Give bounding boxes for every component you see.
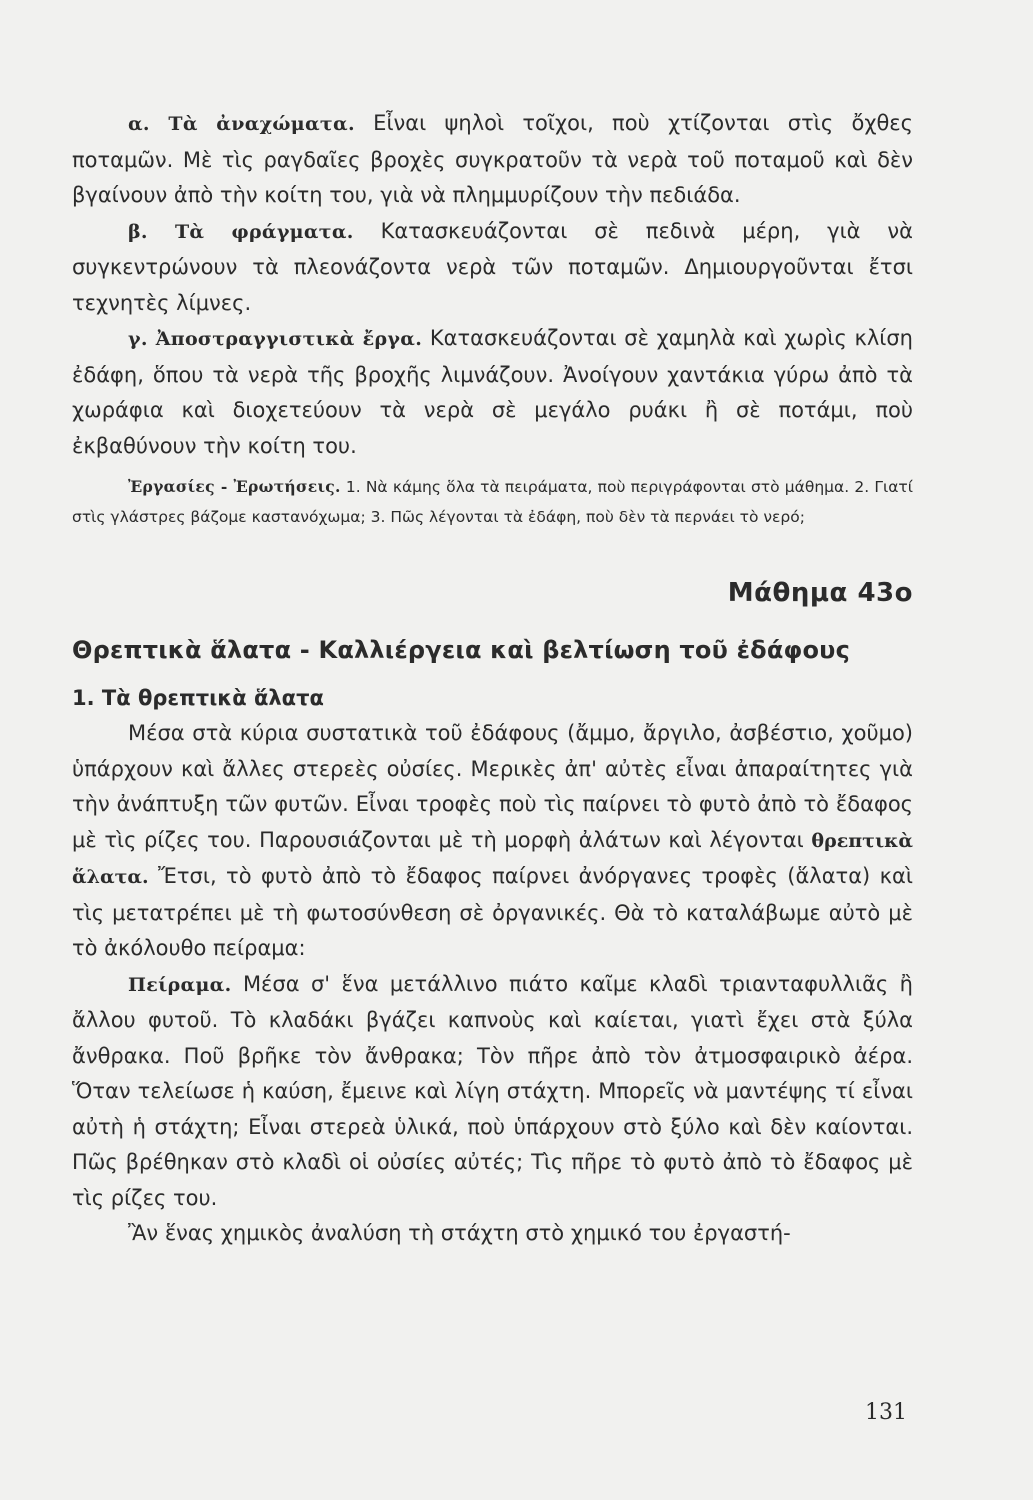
term-dams: β. Τὰ φράγματα. xyxy=(128,220,354,243)
paragraph-embankments xyxy=(72,106,913,214)
exercises-text: 1. Νὰ κάμης ὅλα τὰ πειράματα, ποὺ περιγράφονται στὸ μάθημα. 2. Γιατί στὶς γλάστρες βάζομε καστανόχωμα; 3. Πῶς λέγονται τὰ ἐδάφη, ποὺ δὲν τὰ περνάει τὸ νερό; xyxy=(72,478,913,526)
paragraph-text: Κατασκευάζονται σὲ χαμηλὰ καὶ χωρὶς κλίση ἐδάφη, ὅπου τὰ νερὰ τῆς βροχῆς λιμνάζουν. Ἀνοίγουν χαντάκια γύρω ἀπὸ τὰ χωράφια καὶ διοχετεύουν τὰ νερὰ σὲ μεγάλο ρυάκι ἢ σὲ ποτάμι, ποὺ ἐκβαθύνουν τὴν κοίτη του. xyxy=(72,326,913,458)
paragraph-nutrient-salts xyxy=(72,716,913,967)
term-embankments: α. Τὰ ἀναχώματα. xyxy=(128,113,355,135)
term-experiment: Πείραμα. xyxy=(128,973,232,996)
term-nutrient-salts: θρεπτικὰ ἅλατα. xyxy=(72,829,913,888)
paragraph-text: Ἔτσι, τὸ φυτὸ ἀπὸ τὸ ἔδαφος παίρνει ἀνόργανες τροφὲς (ἅλατα) καὶ τὶς μετατρέπει μὲ τὴ φωτοσύνθεση σὲ ὀργανικές. Θὰ τὸ καταλάβωμε αὐτὸ μὲ τὸ ἀκόλουθο πείραμα: xyxy=(72,864,913,960)
paragraph-experiment xyxy=(72,967,913,1217)
paragraph-text: Μέσα σ' ἕνα μετάλλινο πιάτο καῖμε κλαδὶ τριανταφυλλιᾶς ἢ ἄλλου φυτοῦ. Τὸ κλαδάκι βγάζει καπνοὺς καὶ καίεται, γιατὶ ἔχει στὰ ξύλα ἄνθρακα. Ποῦ βρῆκε τὸν ἄνθρακα; Τὸν πῆρε ἀπὸ τὸν ἀτμοσφαιρικὸ ἀέρα. Ὅταν τελείωσε ἡ καύση, ἔμεινε καὶ λίγη στάχτη. Μπορεῖς νὰ μαντέψης τί εἶναι αὐτὴ ἡ στάχτη; Εἶναι στερεὰ ὑλικά, ποὺ ὑπάρχουν στὸ ξύλο καὶ δὲν καίονται. Πῶς βρέθηκαν στὸ κλαδὶ οἱ οὐσίες αὐτές; Τὶς πῆρε τὸ φυτὸ ἀπὸ τὸ ἔδαφος μὲ τὶς ρίζες του. xyxy=(72,971,913,1210)
term-drainage-works: γ. Ἀποστραγγιστικὰ ἔργα. xyxy=(128,328,423,350)
paragraph-chemist xyxy=(72,1216,913,1252)
paragraph-text: Ἂν ἕνας χημικὸς ἀναλύση τὴ στάχτη στὸ χημικό του ἐργαστή- xyxy=(128,1221,791,1245)
paragraph-text: Μέσα στὰ κύρια συστατικὰ τοῦ ἐδάφους (ἄμμο, ἄργιλο, ἀσβέστιο, χοῦμο) ὑπάρχουν καὶ ἄλλες στερεὲς οὐσίες. Μερικὲς ἀπ' αὐτὲς εἶναι ἀπαραίτητες γιὰ τὴν ἀνάπτυξη τῶν φυτῶν. Εἶναι τροφὲς ποὺ τὶς παίρνει τὸ φυτὸ ἀπὸ τὸ ἔδαφος μὲ τὶς ρίζες του. Παρουσιάζονται μὲ τὴ μορφὴ ἀλάτων καὶ λέγονται xyxy=(72,721,913,852)
exercises-questions xyxy=(72,472,913,532)
paragraph-drainage xyxy=(72,321,913,464)
paragraph-text: Εἶναι ψηλοὶ τοῖχοι, ποὺ χτίζονται στὶς ὄχθες ποταμῶν. Μὲ τὶς ραγδαῖες βροχὲς συγκρατοῦν τὰ νερὰ τοῦ ποταμοῦ καὶ δὲν βγαίνουν ἀπὸ τὴν κοίτη του, γιὰ νὰ πλημμυρίζουν τὴν πεδιάδα. xyxy=(72,111,913,207)
chapter-title: Θρεπτικὰ ἅλατα - Καλλιέργεια καὶ βελτίωση τοῦ ἐδάφους xyxy=(72,636,851,664)
paragraph-text: Κατασκευάζονται σὲ πεδινὰ μέρη, γιὰ νὰ συγκεντρώνουν τὰ πλεονάζοντα νερὰ τῶν ποταμῶν. Δημιουργοῦνται ἔτσι τεχνητὲς λίμνες. xyxy=(72,218,913,315)
page-number: 131 xyxy=(865,1400,907,1425)
lesson-title: Μάθημα 43ο xyxy=(727,578,913,608)
section-title: 1. Τὰ θρεπτικὰ ἅλατα xyxy=(72,686,324,710)
exercises-label: Ἐργασίες - Ἐρωτήσεις. xyxy=(128,477,341,496)
paragraph-dams xyxy=(72,214,913,322)
